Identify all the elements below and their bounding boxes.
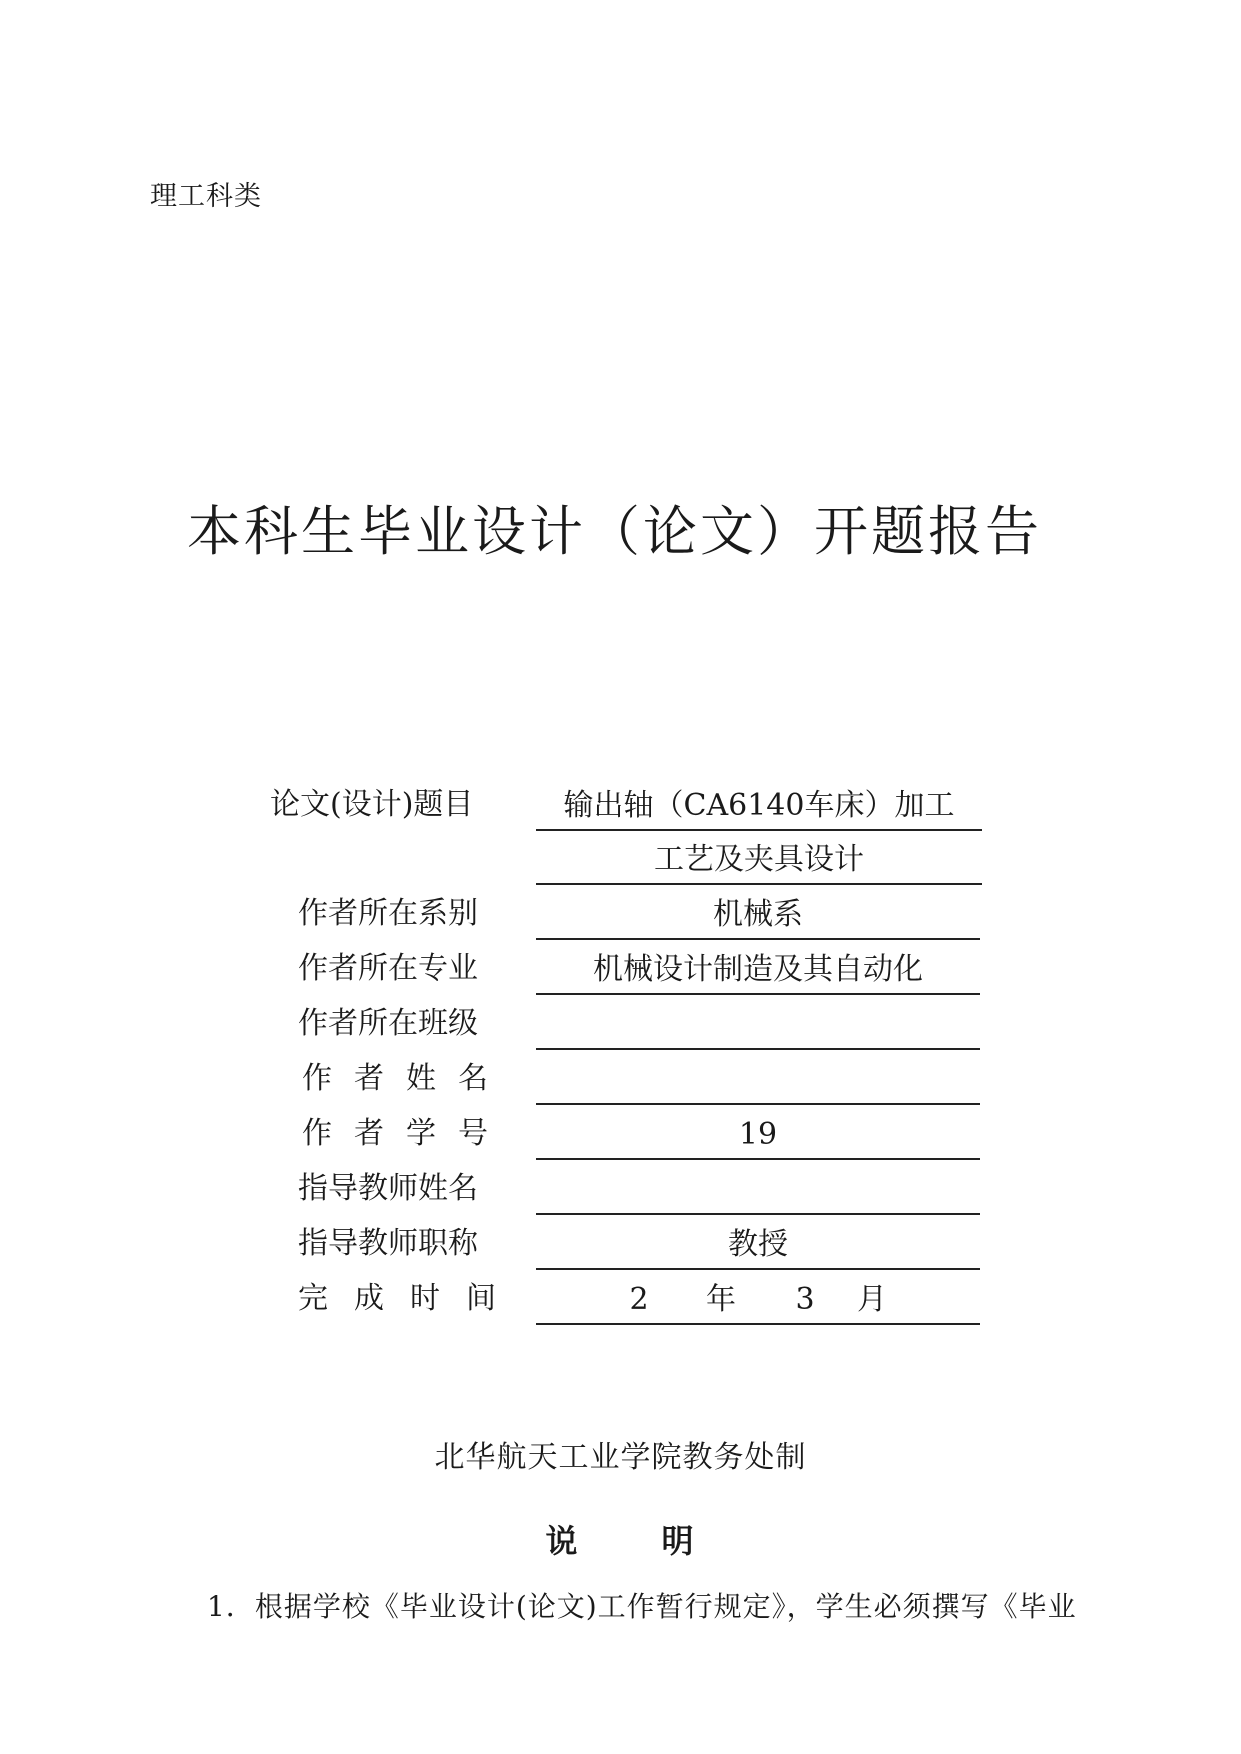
document-title: 本科生毕业设计（论文）开题报告: [187, 500, 1042, 563]
author-name-label: 作者姓名: [302, 1061, 510, 1096]
advisor-name-value: [536, 1161, 980, 1215]
form-row-major: [0, 941, 1241, 996]
notes-heading-char-2: 明: [661, 1522, 696, 1560]
department-value: 机械系: [536, 886, 980, 940]
thesis-title-line1: 输出轴（CA6140车床）加工: [536, 777, 982, 831]
author-name-value: [536, 1051, 980, 1105]
thesis-title-line2: 工艺及夹具设计: [536, 831, 982, 885]
issuing-office: 北华航天工业学院教务处制: [434, 1440, 807, 1475]
date-year: 2: [629, 1282, 649, 1317]
form-row-advisor: [0, 1161, 1241, 1216]
completion-date-label: 完成时间: [298, 1281, 522, 1316]
notes-heading: [0, 1516, 1241, 1562]
date-month-unit: 月: [857, 1282, 887, 1317]
form-row-title-cont: [0, 831, 1241, 886]
class-label: 作者所在班级: [298, 1006, 478, 1041]
class-value: [536, 996, 980, 1050]
document-category: 理工科类: [150, 181, 262, 212]
department-label: 作者所在系别: [298, 896, 478, 931]
form-row-advisor-title: [0, 1216, 1241, 1271]
form-row-department: [0, 886, 1241, 941]
notes-heading-char-1: 说: [545, 1522, 580, 1560]
student-id-label: 作者学号: [302, 1116, 510, 1151]
advisor-title-label: 指导教师职称: [298, 1226, 478, 1261]
form-row-student-id: [0, 1106, 1241, 1161]
form-row-completion-date: [0, 1271, 1241, 1326]
thesis-title-label: 论文(设计)题目: [270, 787, 474, 822]
advisor-name-label: 指导教师姓名: [298, 1171, 478, 1206]
form-row-class: [0, 996, 1241, 1051]
date-month: 3: [795, 1282, 815, 1317]
advisor-title-value: 教授: [536, 1216, 980, 1270]
student-id-value: 19: [536, 1106, 980, 1160]
major-label: 作者所在专业: [298, 951, 478, 986]
major-value: 机械设计制造及其自动化: [536, 941, 980, 995]
form-row-name: [0, 1051, 1241, 1106]
completion-date-value: [536, 1271, 980, 1325]
form-row-title: [0, 777, 1241, 832]
notes-item-1: 1．根据学校《毕业设计(论文)工作暂行规定》，学生必须撰写《毕业: [207, 1590, 1077, 1623]
date-year-unit: 年: [706, 1282, 736, 1317]
